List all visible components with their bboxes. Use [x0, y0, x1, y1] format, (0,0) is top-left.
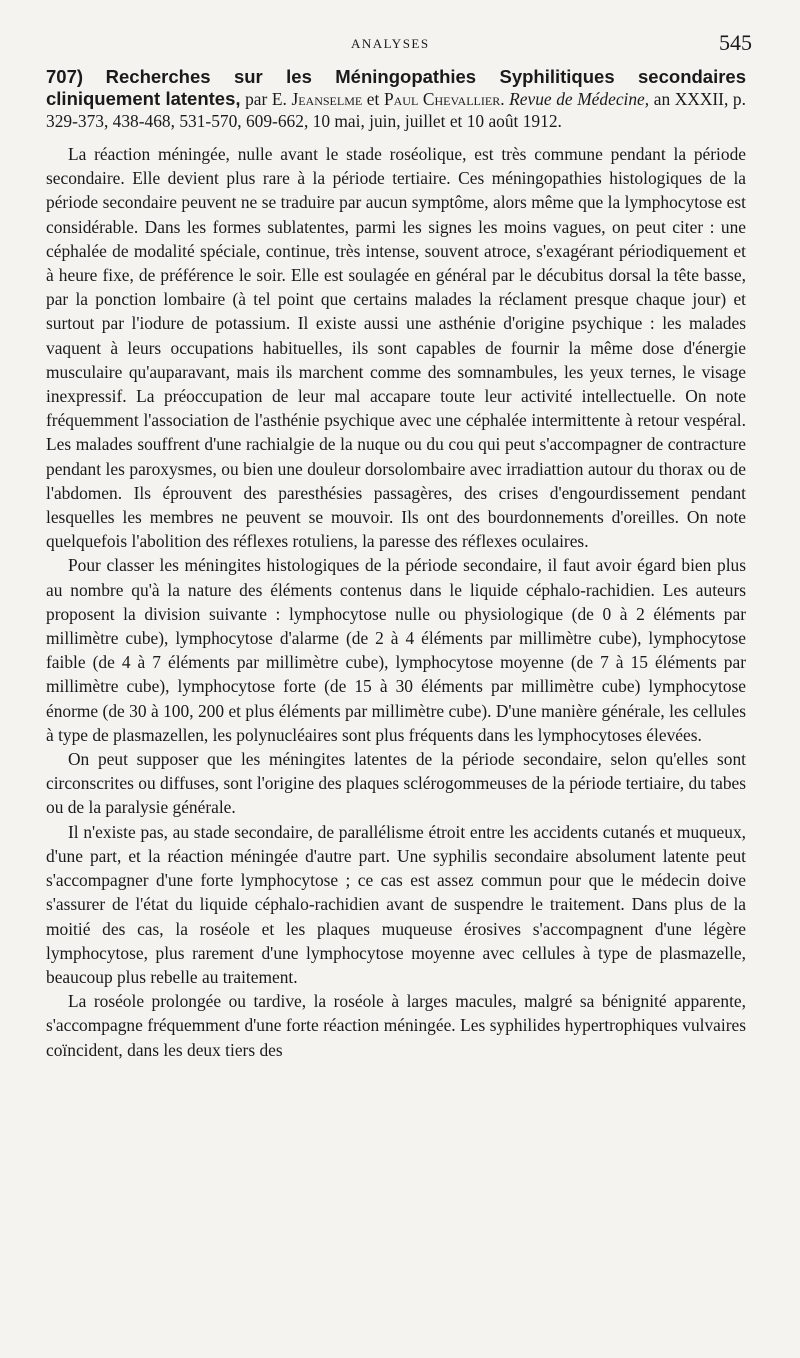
article-by: par	[245, 89, 268, 109]
paragraph: Il n'existe pas, au stade secondaire, de parallélisme étroit entre les accidents cutanés et muqueux, d'une part, et la réaction méningée d'autre part. Une syphilis secondaire absolument latente peut s'accompagner d'une forte lymphocytose ; ce cas est assez commun pour que le médecin doive s'assurer de l'état du liquide céphalo-rachidien avant de suspendre le traitement. Dans plus de la moitié des cas, la roséole et les plaques muqueuse érosives s'accompagnent d'une légère lymphocytose, plus rarement d'une lymphocytose moyenne avec cellules à type de plasmazelle, beaucoup plus rebelle au traitement.	[46, 821, 746, 987]
paragraph: La roséole prolongée ou tardive, la roséole à larges macules, malgré sa bénignité apparente, s'accompagne fréquemment d'une forte réaction méningée. Les syphilides hypertrophiques vulvaires coïncident, dans les deux tiers des	[46, 991, 746, 1060]
article-title: Recherches sur les Méningopathies Syphilitiques secondaires cliniquement latentes,	[46, 66, 746, 109]
page	[46, 26, 752, 1062]
article-author-1: E. Jeanselme	[271, 89, 363, 109]
article-journal: Revue de Médecine,	[509, 89, 650, 109]
article-heading	[46, 66, 746, 132]
paragraph: On peut supposer que les méningites latentes de la période secondaire, selon qu'elles sont circonscrites ou diffuses, sont l'origine des plaques sclérogommeuses de la période tertiaire, du tabes ou de la paralysie générale.	[46, 749, 746, 818]
page-number: 545	[719, 30, 752, 55]
running-head	[46, 26, 752, 60]
article-number: 707)	[46, 66, 84, 87]
article-body	[46, 142, 746, 1062]
article-and: et	[366, 89, 380, 109]
running-head-title: ANALYSES	[351, 36, 430, 51]
article-citation: an XXXII, p. 329-373, 438-468, 531-570, 609-662, 10 mai, juin, juillet et 10 août 1912.	[46, 89, 746, 131]
paragraph: Pour classer les méningites histologiques de la période secondaire, il faut avoir égard bien plus au nombre qu'à la nature des éléments contenus dans le liquide céphalo-rachidien. Les auteurs proposent la division suivante : lymphocytose nulle ou physiologique (de 0 à 2 éléments par millimètre cube), lymphocytose d'alarme (de 2 à 4 éléments par millimètre cube), lymphocytose faible (de 4 à 7 éléments par millimètre cube), lymphocytose moyenne (de 7 à 15 éléments par millimètre cube), lymphocytose forte (de 15 à 30 éléments par millimètre cube) lymphocytose énorme (de 30 à 100, 200 et plus éléments par millimètre cube). D'une manière générale, les cellules à type de plasmazellen, les polynucléaires sont plus fréquents dans les lymphocytoses élevées.	[46, 555, 746, 745]
article-author-2: Paul Chevallier.	[383, 89, 505, 109]
paragraph: La réaction méningée, nulle avant le stade roséolique, est très commune pendant la période secondaire. Elle devient plus rare à la période tertiaire. Ces méningopathies histologiques de la période secondaire peuvent ne se traduire par aucun symptôme, alors même que la lymphocytose est considérable. Dans les formes sublatentes, parmi les signes les moins vagues, on peut citer : une céphalée de modalité spéciale, continue, très intense, souvent atroce, s'exagérant périodiquement et à heure fixe, de préférence le soir. Elle est soulagée en général par le décubitus dorsal la tête basse, par la ponction lombaire (à tel point que certains malades la réclament presque chaque jour) et surtout par l'iodure de potassium. Il existe aussi une asthénie d'origine psychique : les malades vaquent à leurs occupations habituelles, ils sont capables de fournir la même dose d'énergie musculaire qu'auparavant, mais ils marchent comme des somnambules, les yeux ternes, le visage inexpressif. La préoccupation de leur mal accapare toute leur activité intellectuelle. On note fréquemment l'association de l'asthénie psychique avec une céphalée intermittente à retour vespéral. Les malades souffrent d'une rachialgie de la nuque ou du cou qui peut s'accompagner de contracture pendant les paroxysmes, ou bien une douleur dorsolombaire avec irradiattion autour du thorax ou de l'abdomen. Ils éprouvent des paresthésies passagères, des crises d'engourdissement pendant lesquelles les membres ne peuvent se mouvoir. Ils ont des bourdonnements d'oreilles. On note quelquefois l'abolition des réflexes rotuliens, la paresse des réflexes oculaires.	[46, 144, 746, 552]
